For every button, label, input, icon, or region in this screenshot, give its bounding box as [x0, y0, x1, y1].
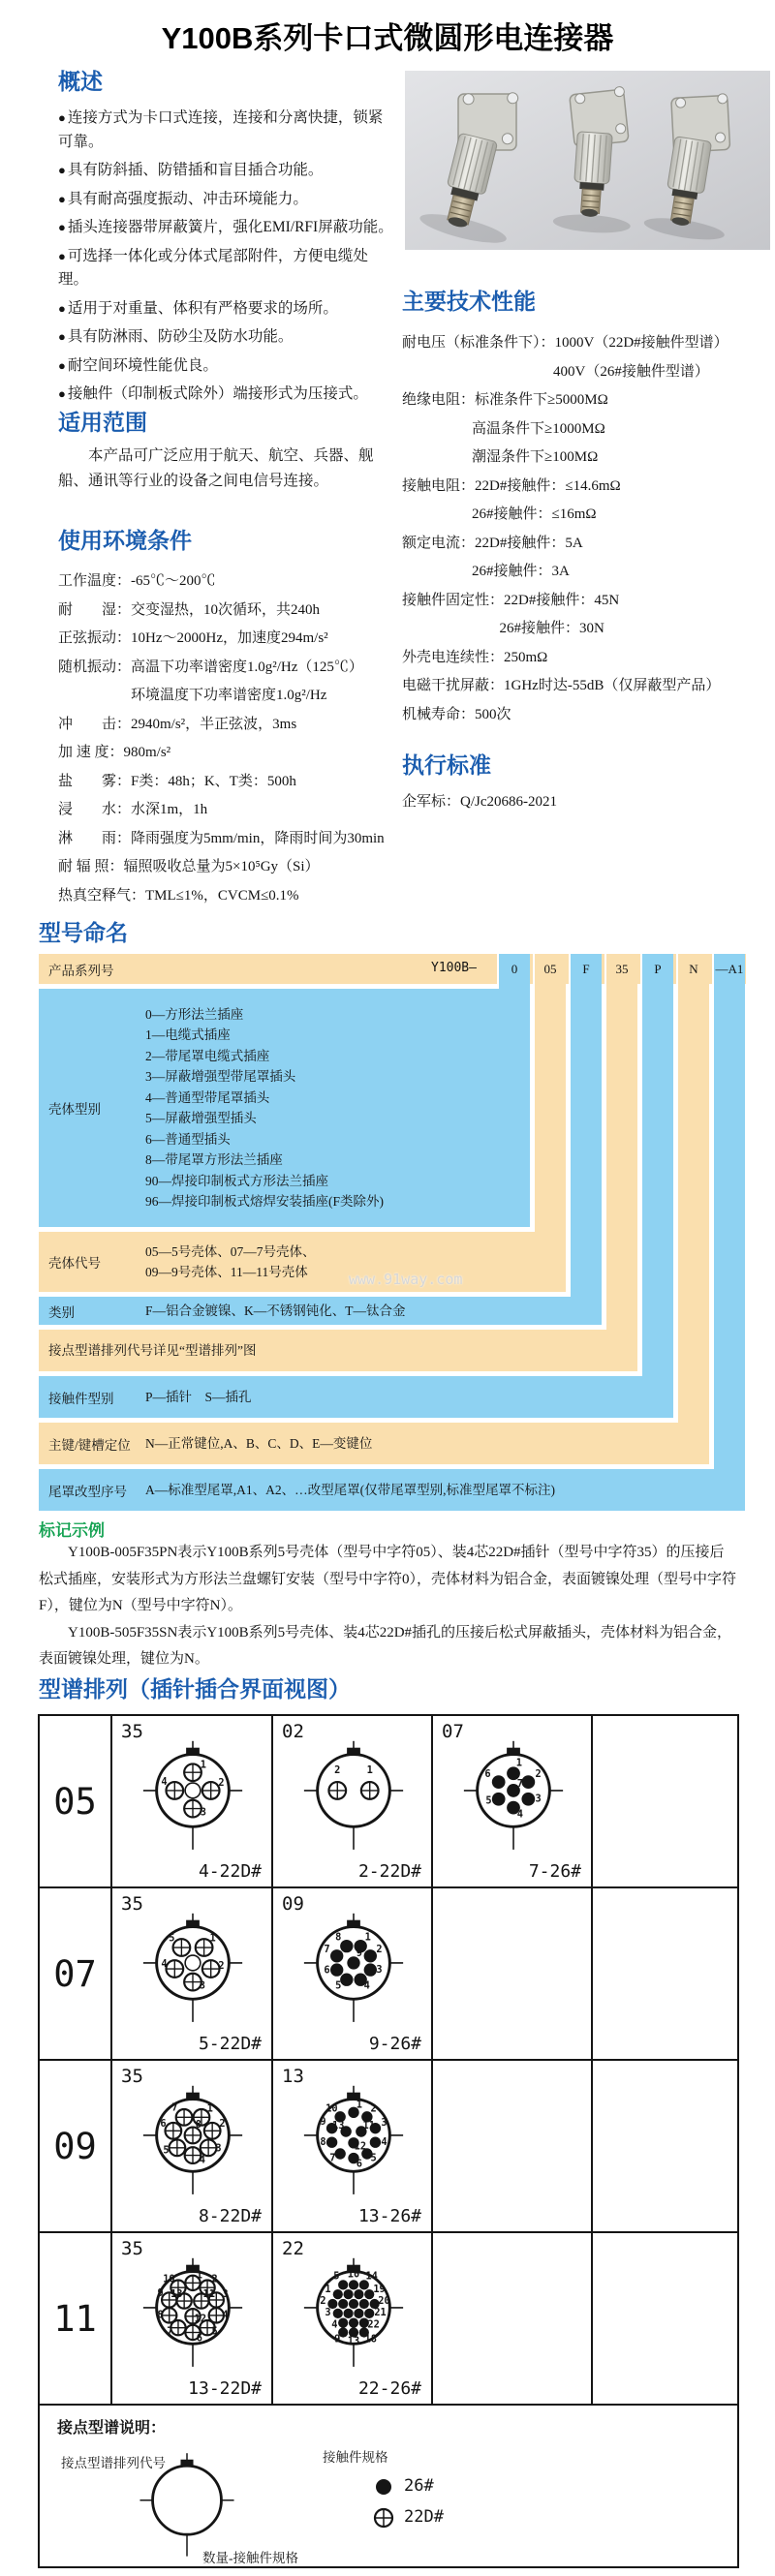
product-photo [405, 71, 770, 250]
pin-number: 2 [534, 1768, 542, 1781]
naming-description-line: 2—带尾罩电缆式插座 [145, 1048, 270, 1063]
performance-item: 26#接触件：3A [472, 564, 570, 579]
pin-number: 7 [328, 2152, 335, 2164]
scope-heading: 适用范围 [58, 410, 147, 435]
contact-26 [334, 2148, 345, 2159]
pin-number: 6 [356, 2158, 362, 2170]
pin-number: 18 [363, 2333, 377, 2346]
environment-item: 热真空释气：TML≤1%，CVCM≤0.1% [58, 887, 299, 904]
contact-26 [354, 2309, 363, 2318]
spectrum-row [40, 2233, 737, 2406]
performance-item: 额定电流：22D#接触件：5A [402, 535, 583, 551]
pin-number: 1 [515, 1757, 522, 1769]
performance-item: 外壳电连续性：250mΩ [402, 649, 548, 665]
legend-symbol-22D [371, 2506, 396, 2530]
pin-number: 1 [364, 1931, 371, 1944]
arrangement-code: 09 [282, 1893, 304, 1915]
environment-item: 淋 雨：降雨强度为5mm/min，降雨时间为30min [58, 830, 385, 846]
shell-size-label: 07 [53, 1952, 97, 1995]
pin-number: 20 [377, 2294, 390, 2307]
diagram-wrap [136, 1730, 250, 1854]
contact-26 [338, 2280, 348, 2289]
contact-26 [330, 1949, 343, 1962]
pin-number: 1 [196, 2269, 202, 2282]
arrangement-caption: 5-22D# [198, 2034, 262, 2054]
contact-26 [340, 1940, 353, 1952]
pin-number: 6 [323, 1964, 330, 1977]
connector-face-diagram [456, 1730, 571, 1854]
contact-26 [348, 2299, 357, 2309]
contact-26 [521, 1775, 535, 1789]
environment-item: 环境温度下功率谱密度1.0g²/Hz [58, 688, 327, 703]
contact-26 [338, 2318, 348, 2328]
contact-26 [343, 2289, 353, 2299]
naming-description-line: 05—5号壳体、07—7号壳体、 [145, 1243, 316, 1259]
arrangement-code: 13 [282, 2066, 304, 2087]
pin-number: 14 [364, 2270, 378, 2283]
diagram-wrap [136, 2247, 250, 2371]
overview-bullet: ● 插头连接器带屏蔽簧片，强化EMI/RFI屏蔽功能。 [58, 216, 397, 240]
naming-row-description [145, 1297, 406, 1325]
pin-number: 5 [334, 1979, 341, 1992]
contact-26 [491, 1793, 505, 1806]
arrangement-caption: 7-26# [528, 1861, 581, 1882]
page-title: Y100B系列卡口式微圆形电连接器 [161, 21, 614, 55]
shell-outline [153, 2466, 222, 2534]
naming-column-strip [535, 984, 566, 1232]
diagram-wrap [296, 1730, 411, 1854]
diagram-wrap [456, 1730, 571, 1854]
arrangement-code: 35 [121, 2066, 143, 2087]
spectrum-cell [591, 2233, 737, 2404]
naming-row-label: 壳体型别 [48, 1102, 101, 1117]
naming-code-cell: P [640, 954, 673, 984]
contact-26 [369, 2137, 380, 2148]
pin-number: 2 [219, 2118, 226, 2131]
legend-spec-label: 接触件规格 [323, 2450, 388, 2465]
naming-description-line: 6—普通型插头 [145, 1131, 231, 1147]
overview-bullet: ● 适用于对重量、体积有严格要求的场所。 [58, 297, 397, 322]
naming-code-cell: 05 [533, 954, 566, 984]
naming-row [39, 1330, 637, 1371]
contact-26 [358, 2299, 368, 2309]
pin-number: 4 [516, 1808, 523, 1821]
pin-number: 8 [157, 2309, 164, 2321]
naming-row [39, 989, 530, 1227]
connector-face-diagram [296, 2247, 411, 2371]
legend-title: 接点型谱说明： [57, 2420, 167, 2437]
naming-header-row [39, 954, 746, 984]
pin-number: 4 [363, 1979, 370, 1992]
contact-26 [338, 2299, 348, 2309]
environment-heading: 使用环境条件 [58, 528, 192, 553]
pin-number: 1 [366, 1764, 373, 1777]
pin-number: 5 [211, 2325, 218, 2338]
naming-description-line: F—铝合金镀镍、K—不锈钢钝化、T—钛合金 [145, 1303, 406, 1318]
pin-number: 6 [160, 2118, 167, 2131]
pin-number: 7 [323, 1944, 330, 1956]
naming-description-line: 4—普通型带尾罩插头 [145, 1089, 270, 1105]
performance-item: 26#接触件：≤16mΩ [472, 506, 597, 522]
naming-description-line: 0—方形法兰插座 [145, 1006, 244, 1022]
standard-heading: 执行标准 [402, 752, 491, 778]
naming-code-cell: 35 [604, 954, 637, 984]
spectrum-cell [110, 2233, 271, 2404]
contact-26 [326, 2137, 336, 2148]
legend-symbol-26 [371, 2475, 396, 2499]
naming-description-line: 09—9号壳体、11—11号壳体 [145, 1265, 308, 1279]
spectrum-legend-row [40, 2406, 737, 2566]
spectrum-cell [110, 1888, 271, 2059]
series-prefix: Y100B— [431, 961, 477, 975]
arrangement-caption: 4-22D# [198, 1861, 262, 1882]
spectrum-cell [591, 1716, 737, 1886]
connector-face-diagram [296, 2074, 411, 2198]
pin-number: 9 [356, 1947, 362, 1960]
contact-26 [354, 2289, 363, 2299]
pin-number: 9 [319, 2116, 326, 2129]
spectrum-cell [271, 1888, 431, 2059]
environment-list [58, 567, 385, 910]
performance-item: 接触电阻：22D#接触件：≤14.6mΩ [402, 477, 621, 494]
shell-size-label: 05 [53, 1780, 97, 1823]
arrangement-caption: 2-22D# [357, 1861, 421, 1882]
pin-number: 10 [347, 2268, 359, 2281]
naming-row-description [48, 1330, 256, 1371]
connector-face-diagram [296, 1730, 411, 1854]
naming-description-line: 1—电缆式插座 [145, 1027, 231, 1042]
spectrum-cell [431, 2061, 591, 2231]
pin-number: 19 [372, 2284, 386, 2296]
naming-row-description [145, 1469, 555, 1511]
pin-number: 3 [375, 1963, 383, 1976]
contact-26 [363, 1963, 376, 1976]
naming-code-cell: N [676, 954, 709, 984]
diagram-wrap [296, 2074, 411, 2198]
legend-item-label: 26# [404, 2476, 434, 2496]
naming-code-cell: F [569, 954, 602, 984]
contact-26 [330, 1963, 343, 1976]
performance-item: 接触件固定性：22D#接触件：45N [402, 592, 620, 608]
contact-26 [348, 2318, 357, 2328]
naming-row-label: 尾罩改型序号 [48, 1484, 127, 1499]
pin-number: 4 [199, 2154, 205, 2166]
pin-number: 2 [333, 1764, 340, 1777]
overview-bullet: ● 可选择一体化或分体式尾部附件，方便电缆处理。 [58, 245, 397, 292]
arrangement-caption: 13-22D# [188, 2378, 262, 2399]
spectrum-cell [110, 2061, 271, 2231]
spectrum-cell [431, 1888, 591, 2059]
naming-row-label: 接触件型别 [48, 1391, 114, 1406]
marking-paragraph: Y100B-505F35SN表示Y100B系列5号壳体、装4芯22D#插孔的压接后松式屏蔽插头，壳体材料为铝合金，表面镀镍处理，键位为N。 [39, 1624, 732, 1667]
contact-26 [340, 1974, 353, 1986]
spectrum-row [40, 1888, 737, 2061]
overview-bullet: ● 具有防斜插、防错插和盲目插合功能。 [58, 159, 397, 183]
naming-row-description [145, 1232, 316, 1292]
pin-number: 3 [380, 2117, 388, 2130]
naming-row-description [145, 989, 384, 1227]
pin-number: 2 [218, 1959, 225, 1972]
performance-item: 电磁干扰屏蔽：1GHz时达-55dB（仅屏蔽型产品） [402, 678, 721, 693]
naming-row-label: 类别 [48, 1304, 75, 1320]
pin-number: 22 [366, 2318, 380, 2331]
environment-item: 加 速 度：980m/s² [58, 745, 171, 760]
naming-row-description [145, 1376, 252, 1418]
contact-26 [521, 1793, 535, 1806]
naming-row [39, 1376, 673, 1418]
naming-column-strip [678, 984, 709, 1423]
pin-number: 2 [375, 1944, 383, 1956]
pin-number: 2 [319, 2294, 326, 2307]
marking-paragraph: Y100B-005F35PN表示Y100B系列5号壳体（型号中字符05）、装4芯22D#插针（型号中字符35）的压接后松式插座，安装形式为方形法兰盘螺钉安装（型号中字符0），壳体材料为铝合金，表面镀镍处理（型号中字符F），键位为N（型号中字符N）。 [39, 1545, 737, 1613]
standard-line: 企军标：Q/Jc20686-2021 [402, 794, 557, 810]
contact-26 [376, 2479, 391, 2495]
pin-number: 6 [483, 1768, 491, 1781]
arrangement-code: 35 [121, 1721, 143, 1742]
contact-arrangement-table [38, 1714, 739, 2568]
naming-description-line: N—正常键位,A、B、C、D、E—变键位 [145, 1435, 373, 1451]
pin-number: 21 [373, 2306, 387, 2318]
shell-size-label: 11 [53, 2297, 97, 2340]
pin-number: 9 [157, 2287, 164, 2300]
contact-26 [363, 1949, 376, 1962]
pin-number: 2 [370, 2102, 377, 2115]
arrangement-caption: 22-26# [357, 2378, 421, 2399]
spectrum-cell [271, 2061, 431, 2231]
pin-number: 12 [354, 2140, 366, 2153]
performance-item: 潮湿条件下≥100MΩ [472, 449, 599, 465]
performance-item: 绝缘电阻：标准条件下≥5000MΩ [402, 392, 608, 408]
arrangement-caption: 8-22D# [198, 2206, 262, 2226]
performance-heading: 主要技术性能 [402, 289, 536, 314]
contact-26 [332, 2309, 342, 2318]
pin-number: 7 [171, 2101, 178, 2114]
pin-number: 13 [347, 2335, 359, 2347]
overview-bullet: ● 连接方式为卡口式连接，连接和分离快捷，锁紧可靠。 [58, 107, 397, 154]
pin-number: 5 [370, 2152, 377, 2164]
environment-item: 正弦振动：10Hz～2000Hz，加速度294m/s² [58, 630, 328, 646]
pin-number: 3 [534, 1793, 542, 1805]
naming-description-line: 8—带尾罩方形法兰插座 [145, 1152, 283, 1167]
overview-bullet: ● 接触件（印制板式除外）端接形式为压接式。 [58, 383, 397, 407]
pin-number: 1 [206, 2102, 213, 2115]
pin-number: 4 [380, 2135, 388, 2148]
spectrum-cell [271, 2233, 431, 2404]
naming-column-strip [606, 984, 637, 1330]
environment-item: 工作温度：-65℃～200℃ [58, 573, 216, 589]
arrangement-caption: 9-26# [368, 2034, 421, 2054]
naming-row [39, 1232, 566, 1292]
naming-description-line: 5—屏蔽增强型插头 [145, 1111, 257, 1125]
overview-bullet: ● 耐空间环境性能优良。 [58, 354, 397, 379]
spectrum-cell [431, 1716, 591, 1886]
performance-item: 26#接触件：30N [499, 621, 604, 636]
arrangement-code: 22 [282, 2238, 304, 2259]
contact-26 [364, 2309, 374, 2318]
pin-number: 3 [199, 1979, 205, 1992]
spectrum-cell [591, 1888, 737, 2059]
pin-number: 5 [332, 2270, 339, 2283]
naming-heading: 型号命名 [39, 920, 128, 945]
pin-number: 7 [516, 1777, 523, 1790]
performance-item: 400V（26#接触件型谱） [553, 363, 709, 380]
pin-number: 10 [325, 2102, 338, 2115]
environment-item: 随机振动：高温下功率谱密度1.0g²/Hz（125℃） [58, 659, 363, 675]
overview-heading: 概述 [58, 69, 103, 94]
spectrum-heading: 型谱排列（插针插合界面视图） [39, 1676, 351, 1702]
pin-number: 11 [202, 2288, 215, 2301]
spectrum-cell [431, 2233, 591, 2404]
pin-number: 1 [356, 2099, 362, 2111]
environment-item: 耐 湿：交变湿热，10次循环，共240h [58, 601, 321, 618]
pin-number: 4 [330, 2318, 337, 2331]
naming-row [39, 1423, 709, 1464]
naming-row-label: 壳体代号 [48, 1256, 101, 1271]
environment-item: 耐 辐 照：辐照吸收总量为5×10⁵Gy（Si） [58, 859, 320, 874]
contact-26 [343, 2309, 353, 2318]
pin-number: 2 [218, 1777, 225, 1790]
marking-paragraphs [39, 1540, 738, 1673]
diagram-wrap [296, 1902, 411, 2026]
overview-bullet: ● 具有防淋雨、防砂尘及防水功能。 [58, 325, 397, 350]
naming-description-line: P—插针 S—插孔 [145, 1389, 252, 1404]
naming-description-line: 96—焊接印制板式熔焊安装插座(F类除外) [145, 1194, 384, 1209]
pin-number: 13 [170, 2288, 183, 2301]
connector-face-diagram [136, 1902, 250, 2026]
pin-number: 3 [200, 1806, 206, 1819]
spectrum-cell [591, 2061, 737, 2231]
naming-column-strip [642, 984, 673, 1376]
model-naming-table [39, 954, 746, 1514]
spectrum-cell [110, 1716, 271, 1886]
diagram-wrap [136, 2074, 250, 2198]
pin-number: 12 [194, 2313, 207, 2325]
naming-description-line: 90—焊接印制板式方形法兰插座 [145, 1173, 328, 1188]
performance-item: 机械寿命：500次 [402, 706, 512, 722]
series-label: 产品系列号 [48, 964, 114, 978]
naming-column-strip [714, 984, 745, 1469]
spectrum-row [40, 1716, 737, 1888]
arrangement-code: 07 [442, 1721, 464, 1742]
contact-26 [332, 2289, 342, 2299]
overview-bullet-list [58, 107, 397, 412]
contact-26 [348, 2280, 357, 2289]
pin-number: 4 [161, 1957, 168, 1970]
naming-column-strip [571, 984, 602, 1297]
legend-code-label: 接点型谱排列代号 [61, 2456, 166, 2470]
naming-row-description [145, 1423, 372, 1464]
pin-number: 1 [200, 1759, 206, 1771]
diagram-wrap [296, 2247, 411, 2371]
pin-number: 4 [222, 2309, 229, 2321]
pin-number: 1 [209, 1932, 216, 1945]
environment-item: 浸 水：水深1m，1h [58, 802, 208, 817]
arrangement-code: 35 [121, 2238, 143, 2259]
naming-row [39, 1469, 745, 1511]
watermark: www.91way.com [349, 1271, 463, 1288]
performance-item: 高温条件下≥1000MΩ [472, 420, 605, 437]
overview-bullet: ● 具有耐高强度振动、冲击环境能力。 [58, 188, 397, 212]
naming-description-line: 接点型谱排列代号详见“型谱排列”图 [48, 1342, 257, 1358]
connector-face-diagram [296, 1902, 411, 2026]
performance-item: 耐电压（标准条件下）：1000V（22D#接触件型谱） [402, 335, 728, 351]
pin-number: 3 [222, 2288, 229, 2301]
pin-number: 9 [333, 2333, 340, 2346]
pin-number: 5 [169, 1932, 175, 1945]
arrangement-code: 35 [121, 1893, 143, 1915]
spectrum-row [40, 2061, 737, 2233]
legend-circle-wrap [133, 2442, 241, 2560]
legend-item-label: 22D# [404, 2507, 444, 2527]
connector-face-diagram [136, 2074, 250, 2198]
environment-item: 盐 雾：F类：48h；K、T类：500h [58, 773, 296, 789]
performance-list [402, 329, 728, 729]
pin-number: 5 [484, 1794, 492, 1807]
scope-text: 本产品可广泛应用于航天、航空、兵器、舰船、通讯等行业的设备之间电信号连接。 [58, 447, 374, 489]
pin-number: 3 [324, 2306, 331, 2318]
naming-row-label: 主键/键槽定位 [48, 1437, 131, 1453]
marking-heading: 标记示例 [39, 1521, 105, 1540]
pin-number: 7 [167, 2325, 173, 2338]
pin-number: 4 [161, 1776, 168, 1789]
environment-item: 冲 击：2940m/s²，半正弦波，3ms [58, 716, 297, 732]
naming-row [39, 1297, 602, 1325]
pin-number: 6 [196, 2332, 202, 2345]
pin-number: 10 [163, 2273, 175, 2285]
pin-number: 13 [331, 2120, 344, 2132]
contact-26 [491, 1775, 505, 1789]
pin-number: 8 [195, 2119, 202, 2131]
legend-qty-label: 数量-接触件规格 [202, 2551, 298, 2565]
arrangement-code: 02 [282, 1721, 304, 1742]
naming-description-line: A—标准型尾罩,A1、A2、…改型尾罩(仅带尾罩型别,标准型尾罩不标注) [145, 1482, 555, 1497]
connector-face-diagram [136, 1730, 250, 1854]
connector-face-diagram [133, 2442, 241, 2560]
pin-number: 3 [215, 2142, 222, 2155]
diagram-wrap [136, 1902, 250, 2026]
connector-face-diagram [136, 2247, 250, 2371]
spectrum-cell [271, 1716, 431, 1886]
pin-number: 11 [362, 2120, 375, 2132]
pin-number: 8 [334, 1931, 341, 1944]
arrangement-caption: 13-26# [357, 2206, 421, 2226]
pin-number: 2 [211, 2273, 218, 2285]
shell-size-label: 09 [53, 2125, 97, 2167]
naming-code-cell: 0 [497, 954, 530, 984]
pin-number: 1 [324, 2284, 331, 2296]
pin-number: 5 [163, 2144, 170, 2157]
naming-description-line: 3—屏蔽增强型带尾罩插头 [145, 1069, 296, 1084]
pin-number: 8 [319, 2135, 326, 2148]
connector-photo-illustration [405, 71, 770, 250]
naming-code-cell: —A1 [712, 954, 745, 984]
